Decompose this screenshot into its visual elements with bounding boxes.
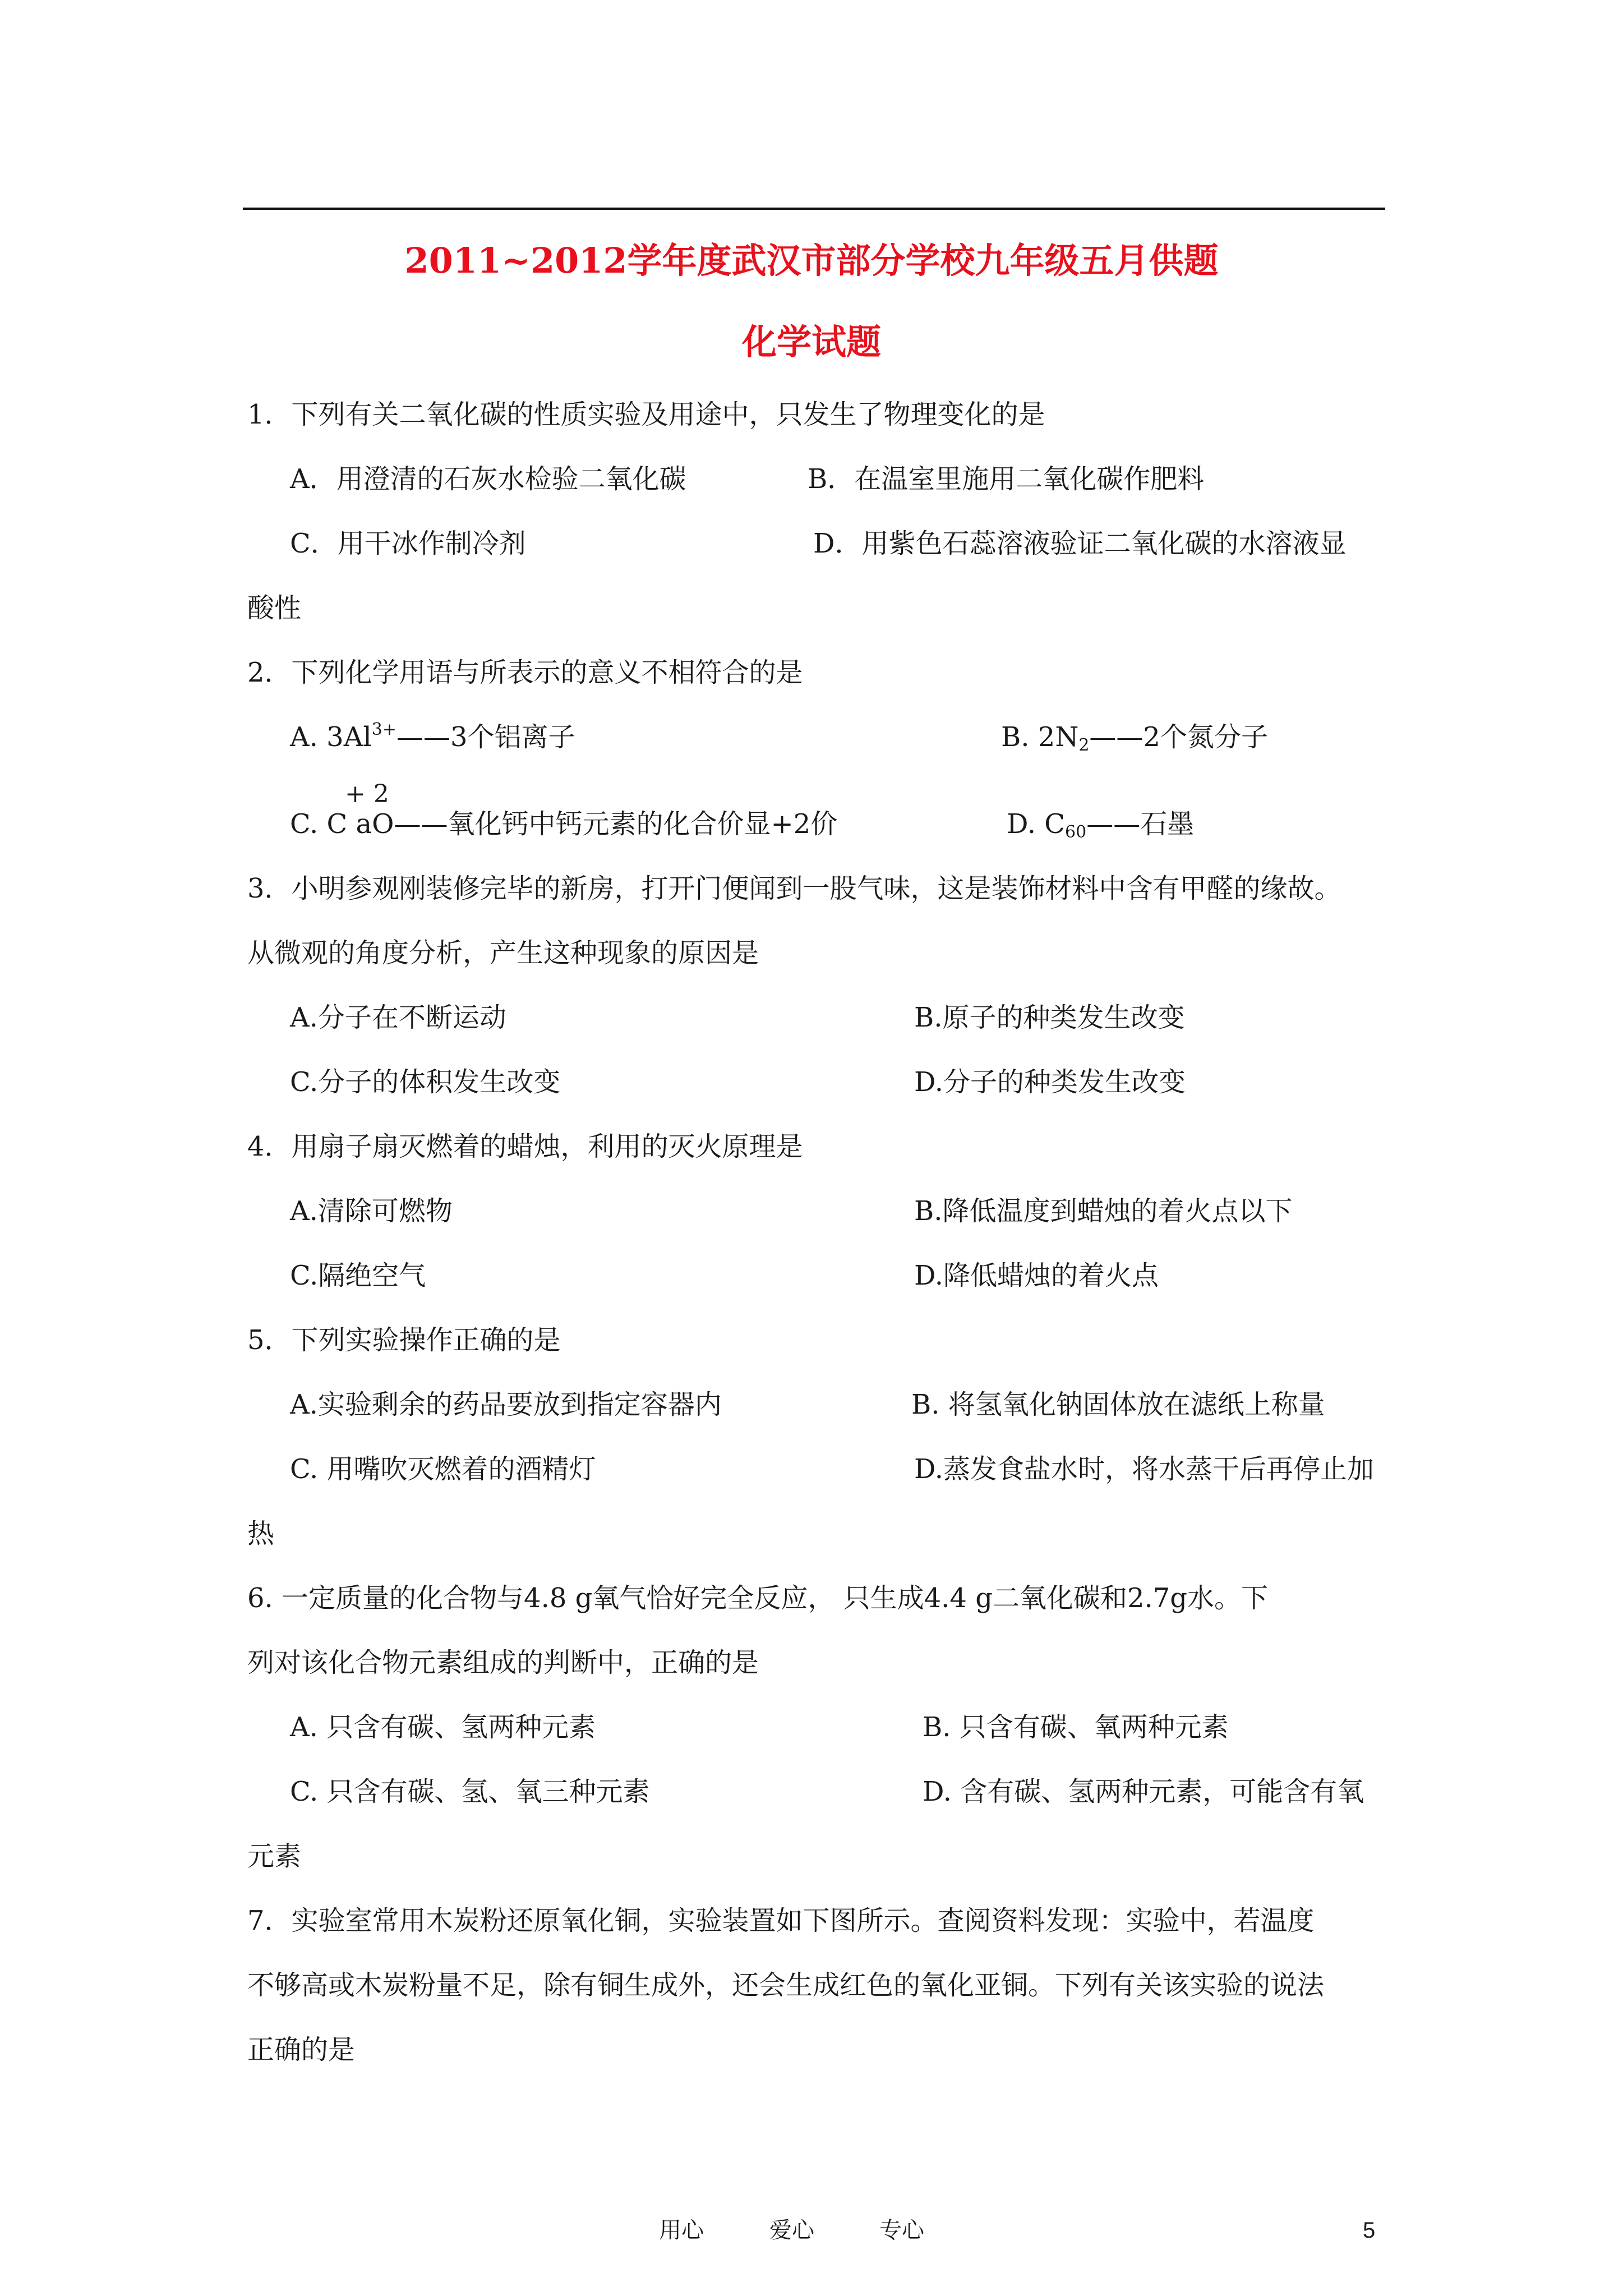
question-4-option-a: A.清除可燃物 (290, 1195, 453, 1227)
q2b-subscript: 2 (1078, 735, 1090, 755)
question-2-option-a (290, 720, 575, 753)
question-7-stem: 7．实验室常用木炭粉还原氧化铜，实验装置如下图所示。查阅资料发现：实验中，若温度 (247, 1905, 1315, 1936)
valence-mark: + 2 (345, 780, 389, 808)
q2d-meaning: ——石墨 (1086, 808, 1195, 840)
q2a-text: A. 3Al (290, 721, 372, 753)
question-5-option-d-continuation: 热 (247, 1518, 275, 1549)
question-6-option-b: B. 只含有碳、氧两种元素 (923, 1711, 1229, 1743)
question-4-option-c: C.隔绝空气 (290, 1260, 426, 1291)
question-5-option-c: C. 用嘴吹灭燃着的酒精灯 (290, 1453, 596, 1485)
question-6-option-a: A. 只含有碳、氢两种元素 (290, 1711, 596, 1743)
question-3-option-a: A.分子在不断运动 (290, 1002, 506, 1033)
question-3-stem: 3．小明参观刚装修完毕的新房，打开门便闻到一股气味，这是装饰材料中含有甲醛的缘故。 (247, 873, 1341, 904)
footer-motto-2: 爱心 (769, 2217, 814, 2243)
question-7-stem-continuation-2: 正确的是 (247, 2034, 356, 2065)
question-6-stem-continuation: 列对该化合物元素组成的判断中，正确的是 (247, 1647, 759, 1678)
header-rule (243, 208, 1385, 210)
question-2-option-b (1001, 721, 1268, 755)
q2a-meaning: ——3个铝离子 (396, 721, 575, 753)
question-4-stem: 4．用扇子扇灭燃着的蜡烛，利用的灭火原理是 (247, 1131, 803, 1162)
question-2-option-c: C. C aO——氧化钙中钙元素的化合价显+2价 (290, 808, 838, 840)
page-number: 5 (1363, 2218, 1376, 2243)
q2b-meaning: ——2个氮分子 (1089, 721, 1268, 753)
question-1-option-d: D．用紫色石蕊溶液验证二氧化碳的水溶液显 (813, 528, 1347, 559)
question-5-option-a: A.实验剩余的药品要放到指定容器内 (290, 1389, 722, 1420)
q2d-subscript: 60 (1065, 822, 1087, 842)
question-1-option-d-continuation: 酸性 (247, 592, 302, 624)
q2b-text: B. 2N (1001, 721, 1079, 753)
question-1-option-b: B．在温室里施用二氧化碳作肥料 (808, 463, 1205, 495)
footer-motto-3: 专心 (879, 2217, 924, 2243)
question-3-option-b: B.原子的种类发生改变 (914, 1002, 1185, 1033)
question-4-option-d: D.降低蜡烛的着火点 (914, 1260, 1159, 1291)
question-3-stem-continuation: 从微观的角度分析，产生这种现象的原因是 (247, 937, 759, 969)
question-1-stem: 1．下列有关二氧化碳的性质实验及用途中，只发生了物理变化的是 (247, 399, 1045, 430)
question-3-option-c: C.分子的体积发生改变 (290, 1066, 561, 1098)
question-4-option-b: B.降低温度到蜡烛的着火点以下 (914, 1195, 1293, 1227)
question-1-option-a: A．用澄清的石灰水检验二氧化碳 (290, 463, 686, 495)
q2a-superscript: 3+ (371, 720, 396, 739)
page-title: 2011~2012学年度武汉市部分学校九年级五月供题 (404, 240, 1219, 281)
question-6-option-d-continuation: 元素 (247, 1841, 302, 1872)
q2d-text: D. C (1007, 808, 1066, 840)
footer-motto-1: 用心 (659, 2217, 704, 2243)
question-1-option-c: C．用干冰作制冷剂 (290, 528, 526, 559)
question-6-stem: 6. 一定质量的化合物与4.8 g氧气恰好完全反应， 只生成4.4 g二氧化碳和2.7g水。下 (247, 1582, 1269, 1614)
question-6-option-c: C. 只含有碳、氢、氧三种元素 (290, 1776, 650, 1807)
page-subtitle: 化学试题 (741, 321, 881, 362)
question-5-option-d: D.蒸发食盐水时，将水蒸干后再停止加 (914, 1453, 1375, 1485)
question-7-stem-continuation: 不够高或木炭粉量不足，除有铜生成外，还会生成红色的氧化亚铜。下列有关该实验的说法 (247, 1970, 1325, 2001)
question-6-option-d: D. 含有碳、氢两种元素，可能含有氧 (923, 1776, 1364, 1807)
question-2-stem: 2．下列化学用语与所表示的意义不相符合的是 (247, 657, 803, 688)
question-2-option-d (1007, 808, 1195, 842)
question-5-stem: 5．下列实验操作正确的是 (247, 1324, 561, 1356)
question-3-option-d: D.分子的种类发生改变 (914, 1066, 1186, 1098)
question-5-option-b: B. 将氢氧化钠固体放在滤纸上称量 (911, 1389, 1325, 1420)
